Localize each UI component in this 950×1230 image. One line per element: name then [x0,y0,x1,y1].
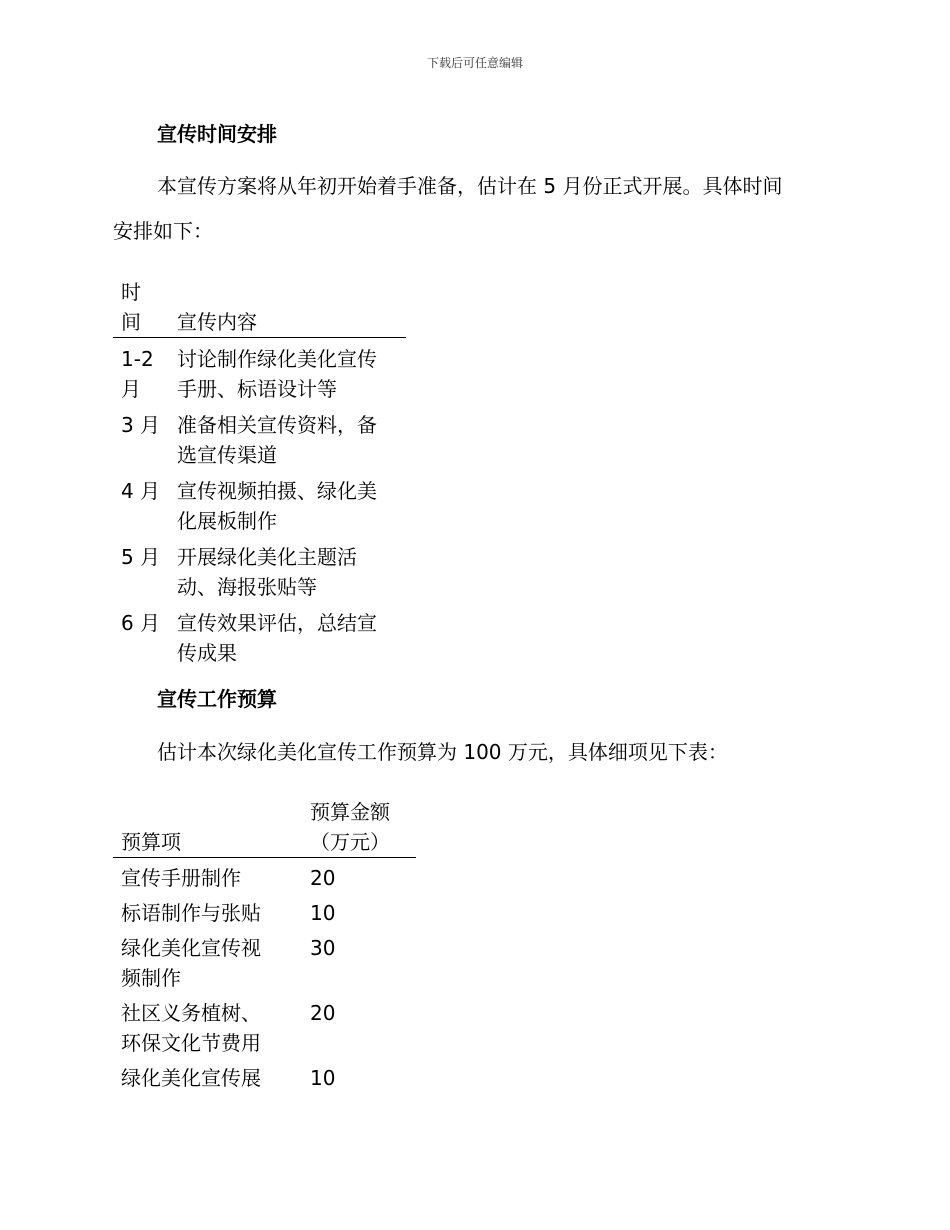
schedule-cell-content [169,338,406,406]
table-row [113,537,406,603]
budget-item-line-1: 宣传手册制作 [121,866,241,890]
schedule-content-line-1: 宣传视频拍摄、绿化美 [177,479,377,503]
budget-cell-item [113,894,302,929]
budget-cell-item [113,929,302,994]
schedule-content-line-2: 化展板制作 [177,509,277,533]
schedule-cell-time [113,603,169,669]
schedule-content-line-2: 手册、标语设计等 [177,377,337,401]
table-row [113,405,406,471]
schedule-time-line-1: 4 月 [121,479,161,503]
budget-item-line-2: 频制作 [121,966,181,990]
table-row [113,338,406,406]
schedule-header-content: 宣传内容 [177,310,257,334]
budget-table [113,797,416,1094]
table-row [113,471,406,537]
schedule-intro-text-1: 本宣传方案将从年初开始着手准备，估计在 5 月份正式开展。具体时间 [157,174,783,198]
schedule-time-line-1: 1-2 [121,347,154,371]
schedule-content-line-1: 准备相关宣传资料，备 [177,413,377,437]
schedule-header-time [113,277,169,338]
schedule-intro-line-2: 安排如下： [113,219,213,243]
schedule-cell-time [113,471,169,537]
page-header: 下载后可任意编辑 [426,56,523,70]
budget-cell-amount: 10 [310,1066,336,1090]
budget-cell-item [113,858,302,895]
budget-header-amount-line-2: （万元） [310,830,390,854]
schedule-cell-content [169,603,406,669]
schedule-table-header-row [113,277,406,338]
schedule-time-line-1: 5 月 [121,545,161,569]
budget-header-amount-line-1: 预算金额 [310,800,390,824]
table-row [113,603,406,669]
budget-header-item: 预算项 [121,830,181,854]
budget-item-line-1: 标语制作与张贴 [121,901,261,925]
schedule-cell-content [169,537,406,603]
budget-item-line-2: 环保文化节费用 [121,1031,261,1055]
budget-cell-amount: 20 [310,1001,336,1025]
schedule-intro [113,164,833,254]
schedule-header-time-line-2: 间 [121,310,141,334]
budget-header-amount [302,797,416,858]
table-row [113,994,416,1059]
schedule-content-line-2: 选宣传渠道 [177,443,277,467]
schedule-time-line-1: 3 月 [121,413,161,437]
schedule-time-line-2: 月 [121,377,141,401]
budget-cell-amount: 10 [310,901,336,925]
schedule-time-line-1: 6 月 [121,611,161,635]
table-row [113,929,416,994]
schedule-content-line-1: 讨论制作绿化美化宣传 [177,347,377,371]
budget-cell-item [113,1059,302,1094]
schedule-cell-time [113,405,169,471]
table-row [113,1059,416,1094]
schedule-intro-line-1 [113,164,833,209]
budget-intro-line [113,730,833,775]
table-row [113,894,416,929]
budget-cell-amount: 20 [310,866,336,890]
table-row [113,858,416,895]
schedule-content-line-1: 宣传效果评估，总结宣 [177,611,377,635]
schedule-cell-time [113,537,169,603]
schedule-cell-time [113,338,169,406]
budget-item-line-1: 绿化美化宣传视 [121,936,261,960]
budget-item-line-1: 社区义务植树、 [121,1001,261,1025]
budget-cell-amount: 30 [310,936,336,960]
schedule-content-line-1: 开展绿化美化主题活 [177,545,357,569]
budget-item-line-1: 绿化美化宣传展 [121,1066,261,1090]
schedule-cell-content [169,471,406,537]
section-title-budget: 宣传工作预算 [157,687,277,711]
budget-cell-item [113,994,302,1059]
budget-table-header-row [113,797,416,858]
schedule-cell-content [169,405,406,471]
schedule-content-line-2: 动、海报张贴等 [177,575,317,599]
section-title-schedule: 宣传时间安排 [157,122,277,146]
schedule-content-line-2: 传成果 [177,641,237,665]
schedule-header-time-line-1: 时 [121,280,141,304]
budget-intro-text: 估计本次绿化美化宣传工作预算为 100 万元，具体细项见下表： [157,740,728,764]
schedule-table [113,277,406,669]
budget-intro [113,730,833,775]
